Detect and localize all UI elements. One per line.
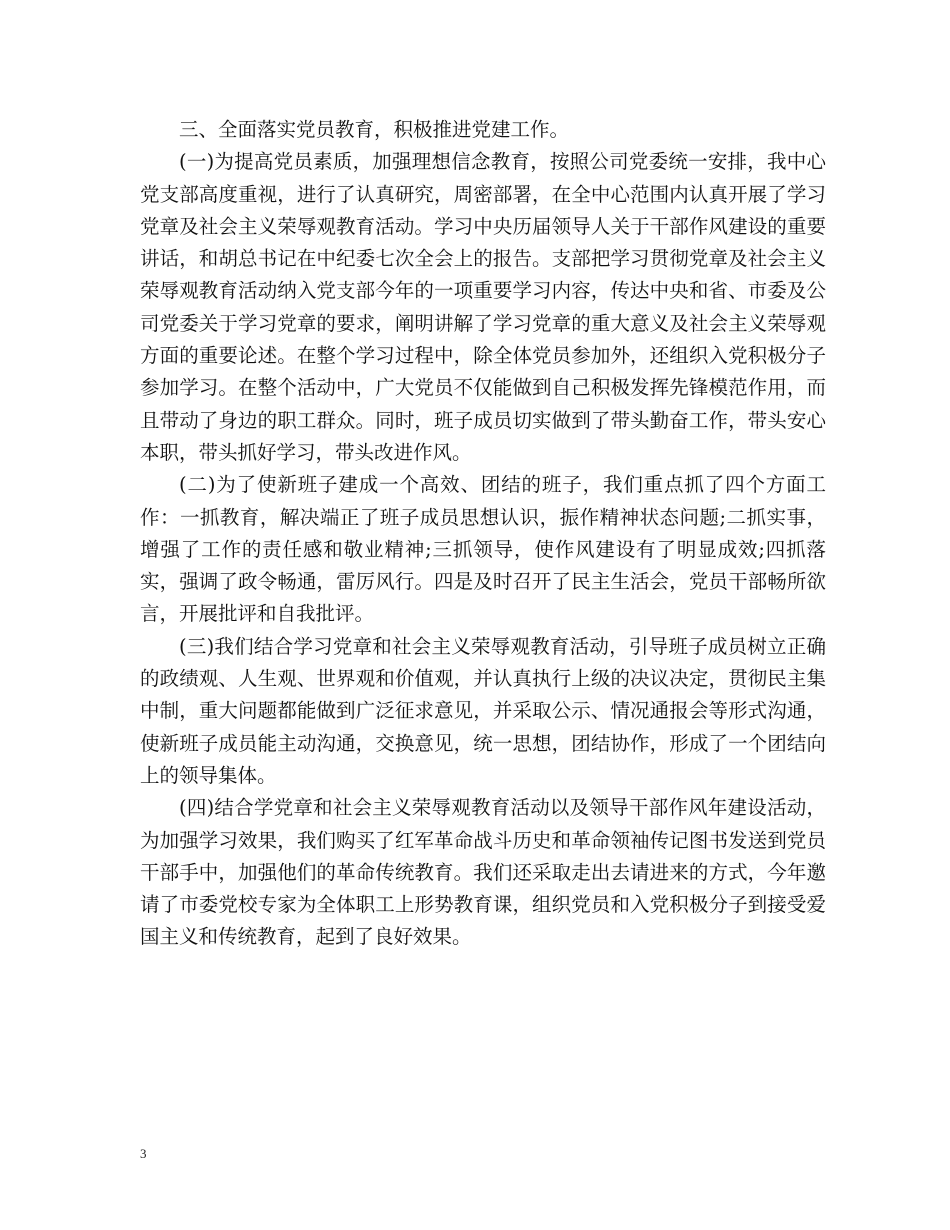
paragraph-3: (三)我们结合学习党章和社会主义荣辱观教育活动，引导班子成员树立正确的政绩观、人生观、世界观和价值观，并认真执行上级的决议决定，贯彻民主集中制，重大问题都能做到广泛征求意见，并采取公示、情况通报会等形式沟通，使新班子成员能主动沟通，交换意见，统一思想，团结协作，形成了一个团结向上的领导集体。 <box>140 634 826 787</box>
page-number: 3 <box>140 1146 147 1161</box>
paragraph-2: (二)为了使新班子建成一个高效、团结的班子，我们重点抓了四个方面工作：一抓教育，解决端正了班子成员思想认识，振作精神状态问题;二抓实事，增强了工作的责任感和敬业精神;三抓领导，使作风建设有了明显成效;四抓落实，强调了政令畅通，雷厉风行。四是及时召开了民主生活会，党员干部畅所欲言，开展批评和自我批评。 <box>140 473 826 626</box>
document-body <box>140 114 826 954</box>
paragraph-1: (一)为提高党员素质，加强理想信念教育，按照公司党委统一安排，我中心党支部高度重视，进行了认真研究，周密部署，在全中心范围内认真开展了学习党章及社会主义荣辱观教育活动。学习中央历届领导人关于干部作风建设的重要讲话，和胡总书记在中纪委七次全会上的报告。支部把学习贯彻党章及社会主义荣辱观教育活动纳入党支部今年的一项重要学习内容，传达中央和省、市委及公司党委关于学习党章的要求，阐明讲解了学习党章的重大意义及社会主义荣辱观方面的重要论述。在整个学习过程中，除全体党员参加外，还组织入党积极分子参加学习。在整个活动中，广大党员不仅能做到自己积极发挥先锋模范作用，而且带动了身边的职工群众。同时，班子成员切实做到了带头勤奋工作，带头安心本职，带头抓好学习，带头改进作风。 <box>140 150 826 464</box>
section-heading: 三、全面落实党员教育，积极推进党建工作。 <box>179 118 570 141</box>
paragraph-4: (四)结合学党章和社会主义荣辱观教育活动以及领导干部作风年建设活动，为加强学习效果，我们购买了红军革命战斗历史和革命领袖传记图书发送到党员干部手中，加强他们的革命传统教育。我们还采取走出去请进来的方式，今年邀请了市委党校专家为全体职工上形势教育课，组织党员和入党积极分子到接受爱国主义和传统教育，起到了良好效果。 <box>140 796 826 949</box>
